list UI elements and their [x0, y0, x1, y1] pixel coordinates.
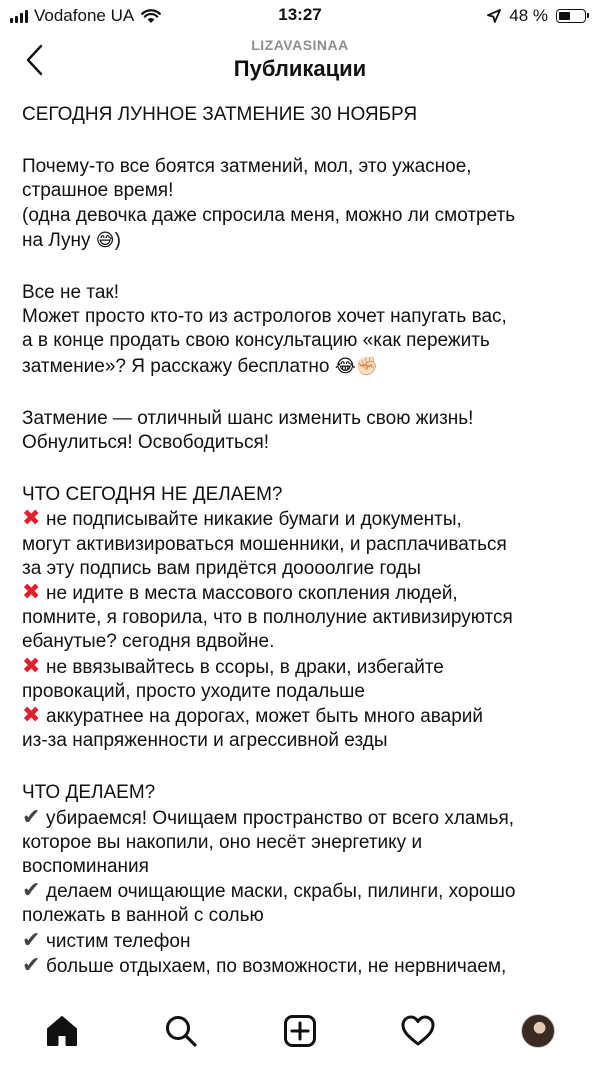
text-line: воспоминания: [22, 856, 149, 878]
dont-heading: ЧТО СЕГОДНЯ НЕ ДЕЛАЕМ?: [22, 484, 283, 506]
text-fragment: убираемся! Очищаем пространство от всего хламья,: [46, 807, 515, 829]
text-line: которое вы накопили, оно несёт энергетику и: [22, 831, 423, 853]
text-line: Может просто кто-то из астрологов хочет напугать вас,: [22, 306, 507, 328]
dont-item: [22, 704, 592, 753]
avatar: [521, 1014, 555, 1048]
add-post-icon: [283, 1014, 317, 1048]
page-title: Публикации: [233, 56, 367, 81]
header-username: LIZAVASINAA: [251, 37, 349, 53]
red-cross-icon: ✖: [22, 579, 41, 605]
text-fragment: на Луну: [22, 229, 91, 251]
text-line: Обнулиться! Освободиться!: [22, 432, 270, 454]
laughing-emoji: 😂: [334, 355, 356, 376]
not-so-paragraph: [22, 281, 592, 379]
text-line: страшное время!: [22, 180, 174, 202]
text-line: (одна девочка даже спросила меня, можно ли смотреть: [22, 204, 516, 226]
tab-activity[interactable]: [398, 1011, 438, 1051]
dont-item: [22, 652, 592, 704]
do-item: [22, 803, 592, 880]
do-item: [22, 951, 592, 979]
text-line: полежать в ванной с солью: [22, 905, 264, 927]
raised-fist-emoji: ✊🏻: [355, 355, 379, 376]
text-line: провокаций, просто уходите подальше: [22, 680, 365, 702]
text-line: а в конце продать свою консультацию «как пережить: [22, 330, 490, 352]
text-fragment: аккуратнее на дорогах, может быть много аварий: [46, 706, 484, 728]
battery-tip: [587, 13, 589, 18]
text-fragment: больше отдыхаем, по возможности, не нервничаем,: [46, 955, 507, 977]
post-heading-block: [22, 103, 592, 127]
battery-percent: 48 %: [509, 6, 548, 25]
closing-paren: ): [114, 229, 121, 251]
do-item: [22, 926, 592, 954]
dont-item: [22, 581, 592, 655]
text-fragment: делаем очищающие маски, скрабы, пилинги, хорошо: [46, 881, 516, 903]
check-mark-icon: ✔: [22, 803, 41, 829]
dont-item: [22, 507, 592, 581]
check-mark-icon: ✔: [22, 877, 41, 903]
tab-home[interactable]: [42, 1011, 82, 1051]
tab-search[interactable]: [161, 1011, 201, 1051]
red-cross-icon: ✖: [22, 505, 41, 531]
text-fragment: не идите в места массового скопления людей,: [46, 583, 458, 605]
text-fragment: затмение»? Я расскажу бесплатно: [22, 355, 330, 377]
red-cross-icon: ✖: [22, 702, 41, 728]
search-icon: [164, 1014, 198, 1048]
status-time: 13:27: [278, 5, 322, 24]
text-line: ебанутые? сегодня вдвойне.: [22, 631, 275, 653]
text-line: Все не так!: [22, 282, 120, 304]
do-item: [22, 879, 592, 928]
text-line-with-emoji: [22, 354, 592, 379]
text-line: из-за напряженности и агрессивной езды: [22, 730, 388, 752]
chance-paragraph: [22, 407, 592, 455]
battery-icon: [556, 9, 586, 23]
status-bar: [0, 0, 600, 32]
nav-header: [0, 32, 600, 90]
do-heading: ЧТО ДЕЛАЕМ?: [22, 782, 156, 804]
text-fragment: не подписывайте никакие бумаги и документы,: [46, 509, 462, 531]
text-fragment: не ввязывайтесь в ссоры, в драки, избегайте: [46, 656, 444, 678]
tab-profile[interactable]: [518, 1011, 558, 1051]
location-arrow-icon: [487, 9, 501, 23]
red-cross-icon: ✖: [22, 652, 41, 678]
text-line: помните, я говорила, что в полнолуние активизируются: [22, 607, 513, 629]
text-line: Затмение — отличный шанс изменить свою жизнь!: [22, 407, 474, 429]
check-mark-icon: ✔: [22, 951, 41, 977]
carrier-name: Vodafone UA: [34, 6, 135, 25]
status-right: [487, 5, 586, 27]
post-heading: СЕГОДНЯ ЛУННОЕ ЗАТМЕНИЕ 30 НОЯБРЯ: [22, 104, 418, 125]
home-icon: [45, 1014, 79, 1048]
check-mark-icon: ✔: [22, 926, 41, 952]
battery-fill: [559, 12, 570, 20]
do-section: [22, 781, 592, 979]
text-line: могут активизироваться мошенники, и расплачиваться: [22, 533, 507, 555]
text-line-with-emoji: [22, 228, 592, 253]
text-fragment: чистим телефон: [46, 930, 191, 952]
text-line: за эту подпись вам придётся доооолгие годы: [22, 557, 421, 579]
bottom-tab-bar: [0, 993, 600, 1066]
post-caption: [22, 103, 592, 993]
text-line: Почему-то все боятся затмений, мол, это ужасное,: [22, 156, 472, 178]
tab-new-post[interactable]: [280, 1011, 320, 1051]
sweat-smile-emoji: 😅: [95, 229, 115, 250]
intro-paragraph: [22, 155, 592, 253]
dont-section: [22, 483, 592, 753]
heart-icon: [400, 1014, 436, 1048]
